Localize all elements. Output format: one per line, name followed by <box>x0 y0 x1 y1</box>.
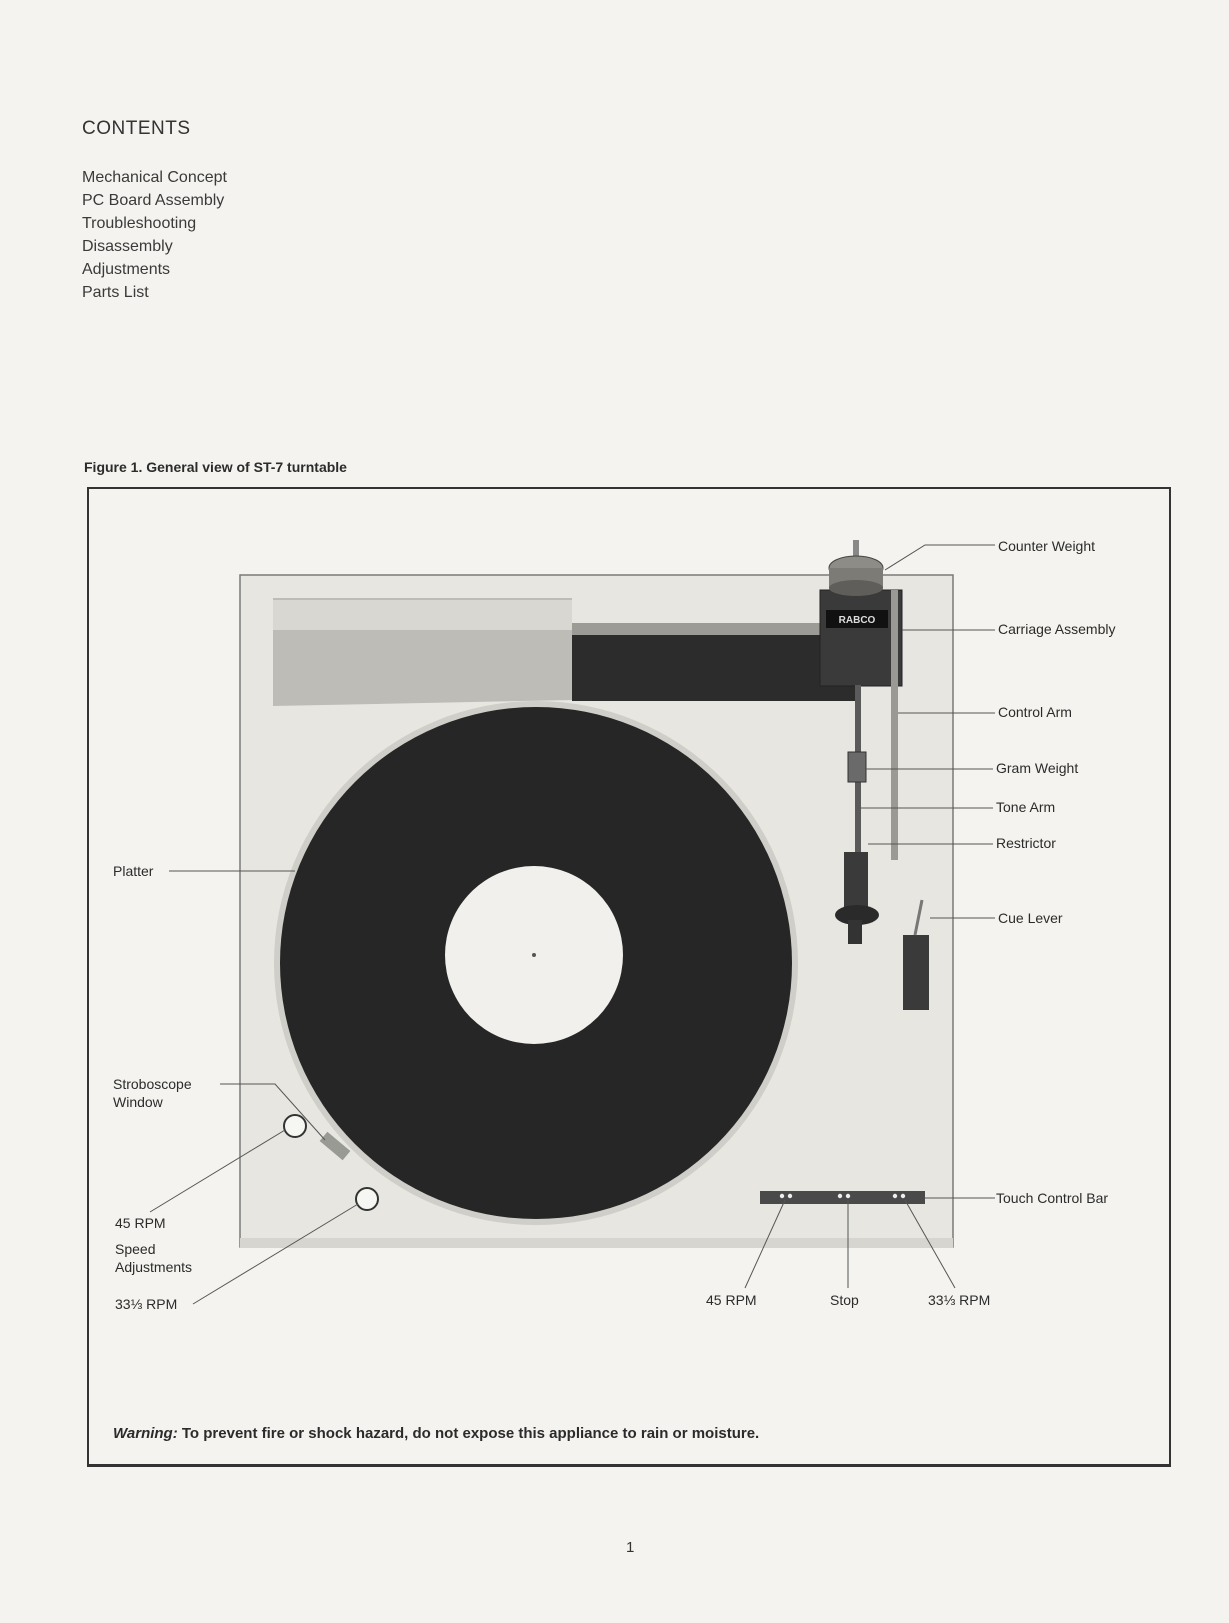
restrictor <box>844 852 868 907</box>
label-speed-33: 33⅓ RPM <box>115 1296 178 1312</box>
label-gram-weight: Gram Weight <box>996 760 1079 776</box>
label-stroboscope-window <box>113 1075 192 1111</box>
carriage-block <box>820 590 902 686</box>
label-cue-lever: Cue Lever <box>998 910 1063 926</box>
toc-item: Mechanical Concept <box>82 169 227 186</box>
toc-item: PC Board Assembly <box>82 192 225 209</box>
label-tone-arm: Tone Arm <box>996 799 1056 815</box>
label-speed-line2: Adjustments <box>115 1259 193 1275</box>
contents-heading: CONTENTS <box>82 118 191 139</box>
toc-item: Disassembly <box>82 238 173 255</box>
page-number: 1 <box>626 1539 635 1556</box>
back-rail-face <box>273 600 572 630</box>
label-control-arm: Control Arm <box>998 704 1072 720</box>
toc-item: Adjustments <box>82 261 171 278</box>
label-speed-adjustments <box>115 1240 192 1276</box>
control-arm <box>891 590 898 860</box>
gram-weight <box>848 752 866 782</box>
label-stroboscope-line1: Stroboscope <box>113 1076 192 1092</box>
label-bar-stop: Stop <box>830 1292 859 1308</box>
spindle <box>532 953 536 957</box>
brand-badge-text: RABCO <box>838 615 876 626</box>
label-touch-control-bar: Touch Control Bar <box>996 1190 1109 1206</box>
label-restrictor: Restrictor <box>996 835 1056 851</box>
touch-control-bar <box>760 1191 925 1204</box>
figure-caption: Figure 1. General view of ST-7 turntable <box>84 459 347 475</box>
warning-notice <box>113 1425 759 1442</box>
toc-item: Parts List <box>82 284 149 301</box>
label-bar-33: 33⅓ RPM <box>928 1292 991 1308</box>
label-speed-line1: Speed <box>115 1241 156 1257</box>
plinth-front-edge <box>240 1238 953 1248</box>
label-counter-weight: Counter Weight <box>998 538 1096 554</box>
speed-knob-45 <box>284 1115 306 1137</box>
warning-lead: Warning: <box>113 1425 178 1442</box>
label-platter: Platter <box>113 863 154 879</box>
carriage-track-top <box>572 623 855 635</box>
leader-counter-weight <box>885 545 995 570</box>
speed-knob-33 <box>356 1188 378 1210</box>
label-stroboscope-line2: Window <box>113 1094 163 1110</box>
label-speed-45: 45 RPM <box>115 1215 166 1231</box>
label-carriage-assembly: Carriage Assembly <box>998 621 1116 637</box>
warning-text: To prevent fire or shock hazard, do not expose this appliance to rain or moisture. <box>177 1425 760 1442</box>
cue-lever <box>903 935 929 1010</box>
label-bar-45: 45 RPM <box>706 1292 757 1308</box>
toc-item: Troubleshooting <box>82 215 197 232</box>
